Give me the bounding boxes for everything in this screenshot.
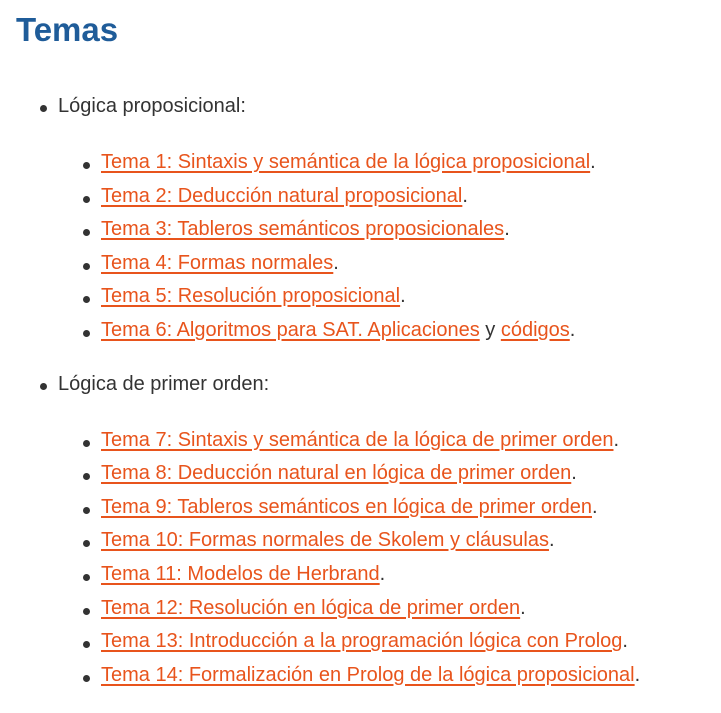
bullet-icon — [83, 574, 90, 581]
list-item — [0, 426, 640, 460]
section-label-row — [0, 372, 640, 402]
list-item — [0, 526, 640, 560]
item-connector: y — [479, 318, 501, 341]
topic-link[interactable]: Tema 13: Introducción a la programación lógica con Prolog — [101, 630, 623, 653]
bullet-icon — [83, 162, 90, 169]
bullet-icon — [83, 229, 90, 236]
bullet-icon — [83, 641, 90, 648]
list-item — [0, 148, 640, 182]
section-label: Lógica de primer orden: — [58, 372, 270, 395]
topic-link[interactable]: Tema 11: Modelos de Herbrand — [101, 562, 380, 585]
list-item — [0, 215, 640, 249]
codes-link[interactable]: códigos — [500, 318, 570, 341]
list-item — [0, 661, 640, 695]
topic-sublist — [0, 148, 640, 350]
bullet-icon — [40, 105, 47, 112]
section-first-order-logic — [0, 372, 640, 695]
bullet-icon — [40, 383, 47, 390]
list-item — [0, 249, 640, 283]
page-title: Temas — [16, 11, 119, 48]
topic-link[interactable]: Tema 2: Deducción natural proposicional — [101, 184, 463, 207]
bullet-icon — [83, 608, 90, 615]
topic-link[interactable]: Tema 1: Sintaxis y semántica de la lógica proposicional — [101, 151, 591, 173]
item-suffix: . — [571, 462, 577, 485]
section-label-row — [0, 94, 640, 124]
bullet-icon — [83, 675, 90, 682]
item-suffix: . — [569, 318, 576, 341]
bullet-icon — [83, 296, 90, 303]
topic-sublist — [0, 426, 640, 695]
bullet-icon — [83, 440, 90, 447]
bullet-icon — [83, 263, 90, 270]
section-propositional-logic — [0, 94, 640, 350]
bullet-icon — [83, 473, 90, 480]
list-item — [0, 316, 640, 350]
section-label: Lógica proposicional: — [58, 95, 246, 117]
topic-link[interactable]: Tema 12: Resolución en lógica de primer orden — [101, 596, 521, 619]
item-suffix: . — [504, 218, 510, 241]
item-suffix: . — [613, 428, 620, 451]
item-suffix: . — [400, 285, 406, 308]
topic-link[interactable]: Tema 14: Formalización en Prolog de la lógica proposicional — [101, 663, 635, 686]
item-suffix: . — [379, 562, 386, 585]
list-item — [0, 627, 640, 661]
list-item — [0, 560, 640, 594]
list-item — [0, 493, 640, 527]
item-suffix: . — [622, 630, 628, 653]
list-item — [0, 282, 640, 316]
bullet-icon — [83, 196, 90, 203]
topic-link[interactable]: Tema 4: Formas normales — [101, 251, 334, 274]
list-item — [0, 594, 640, 628]
topic-link[interactable]: Tema 8: Deducción natural en lógica de primer orden — [101, 462, 572, 485]
item-suffix: . — [590, 151, 596, 173]
bullet-icon — [83, 540, 90, 547]
bullet-icon — [83, 507, 90, 514]
item-suffix: . — [634, 663, 641, 686]
topic-link[interactable]: Tema 5: Resolución proposicional — [101, 285, 401, 308]
item-suffix: . — [333, 251, 339, 274]
list-item — [0, 459, 640, 493]
topics-list — [0, 94, 640, 694]
bullet-icon — [83, 330, 90, 337]
topic-link[interactable]: Tema 7: Sintaxis y semántica de la lógica de primer orden — [101, 428, 614, 451]
list-item — [0, 182, 640, 216]
topic-link[interactable]: Tema 10: Formas normales de Skolem y cláusulas — [101, 529, 549, 552]
item-suffix: . — [592, 495, 598, 518]
item-suffix: . — [548, 529, 555, 552]
topic-link[interactable]: Tema 6: Algoritmos para SAT. Aplicaciones — [101, 318, 480, 341]
item-suffix: . — [520, 596, 526, 619]
topic-link[interactable]: Tema 9: Tableros semánticos en lógica de primer orden — [101, 495, 592, 518]
item-suffix: . — [462, 184, 468, 207]
topic-link[interactable]: Tema 3: Tableros semánticos proposicionales — [101, 218, 505, 241]
